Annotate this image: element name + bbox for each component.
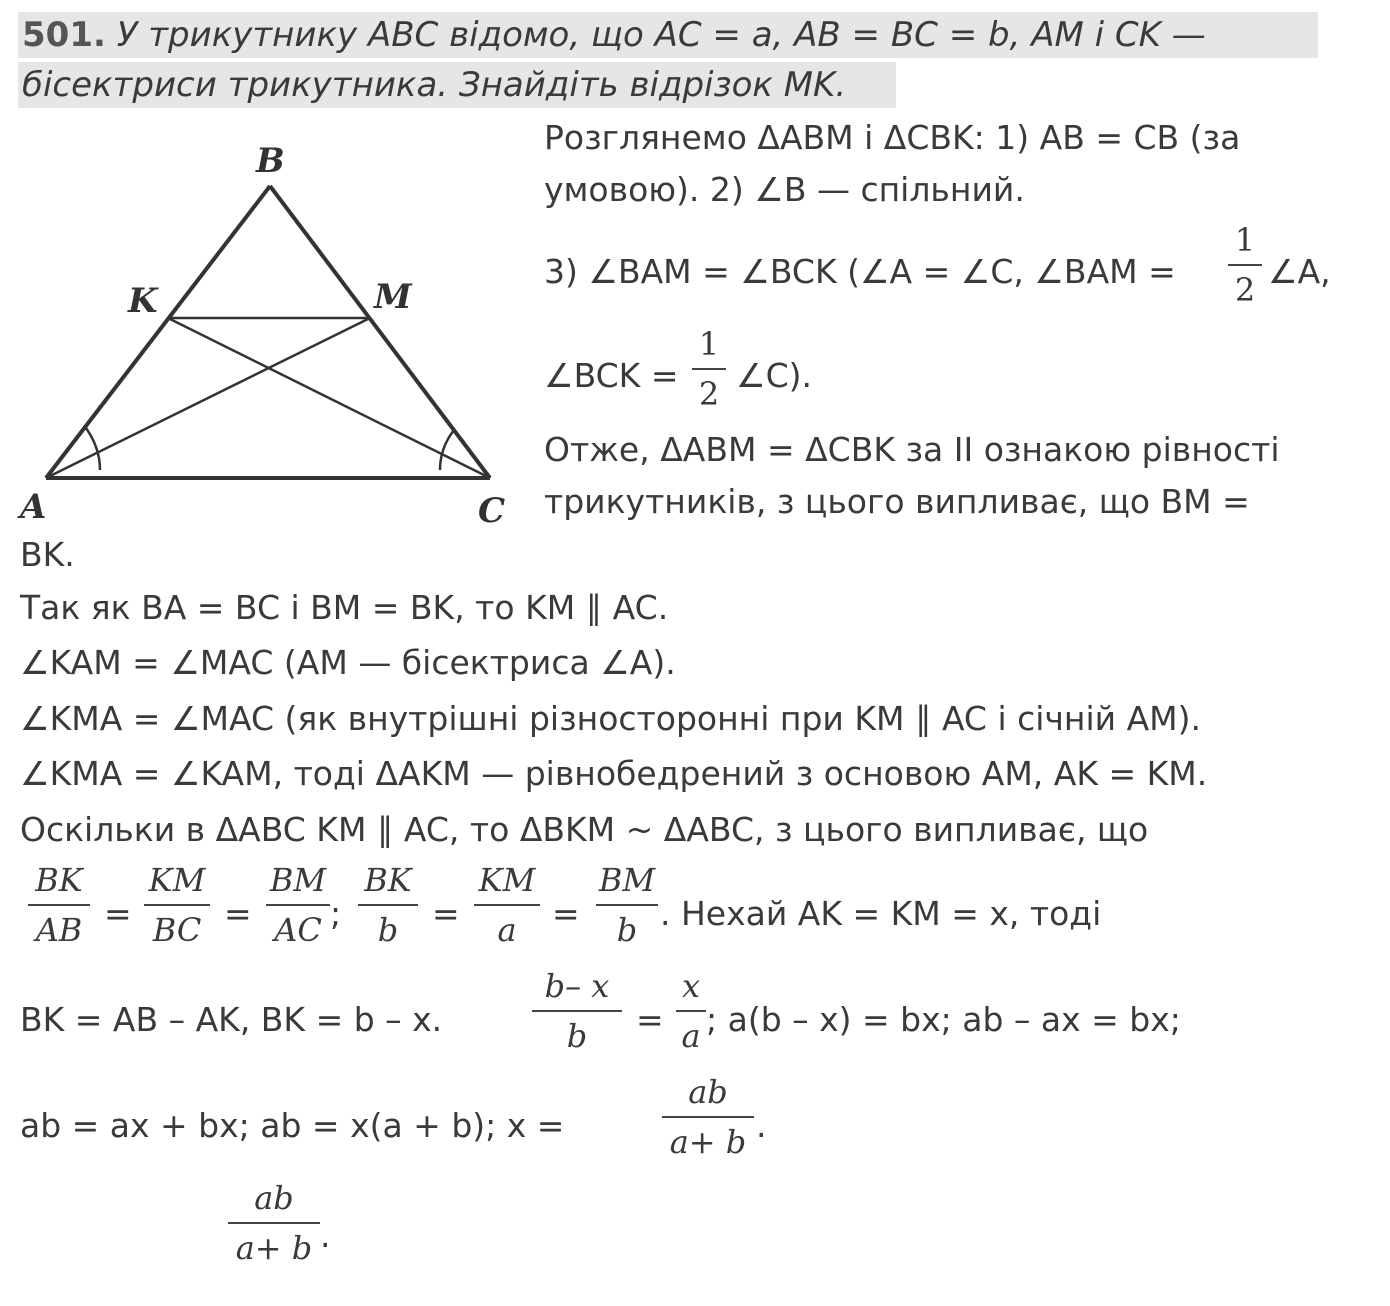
fraction-b-minus-x-over-b: b– x b <box>532 968 622 1054</box>
solution-line-10: ∠KMA = ∠MAC (як внутрішні різносторонні при KM ∥ AC і січній AM). <box>20 699 1202 738</box>
solution-line-12: Оскільки в ΔABC KM ∥ AC, то ΔBKM ~ ΔABC, з цього випливає, що <box>20 810 1149 849</box>
label-b: B <box>256 141 285 181</box>
fraction-half-2: 1 2 <box>692 326 726 412</box>
solution-line-4a: ∠BCK = <box>544 356 679 395</box>
fraction-bm-b: BM b <box>596 862 658 948</box>
problem-statement-line2: бісектриси трикутника. Знайдіть відрізок MK. <box>22 65 847 105</box>
label-a: A <box>20 487 47 527</box>
fraction-half-1: 1 2 <box>1228 222 1262 308</box>
solution-line-3a: 3) ∠BAM = ∠BCK (∠A = ∠C, ∠BAM = <box>544 252 1176 291</box>
problem-number: 501. <box>22 15 106 55</box>
label-c: C <box>478 491 506 530</box>
solution-line-8: Так як BA = BC і BM = BK, то KM ∥ AC. <box>20 588 669 627</box>
side-ab <box>46 186 270 478</box>
label-k: K <box>128 281 158 321</box>
equals-sign: = <box>104 894 132 933</box>
solution-line-3b: ∠A, <box>1268 252 1331 291</box>
bisector-am <box>46 318 370 478</box>
fraction-ab-over-a-plus-b: ab a+ b <box>662 1074 754 1160</box>
solution-line-11: ∠KMA = ∠KAM, тоді ΔAKM — рівнобедрений з основою AM, AK = KM. <box>20 754 1208 793</box>
solution-line-1: Розглянемо ΔABM і ΔCBK: 1) AB = CB (за <box>544 118 1241 157</box>
equals-sign: = <box>432 894 460 933</box>
solution-line-14b: ; a(b – x) = bx; ab – ax = bx; <box>706 1000 1181 1039</box>
period: . <box>320 1216 331 1255</box>
triangle-figure <box>0 130 520 530</box>
angle-mark-a <box>86 428 100 470</box>
equals-sign: = <box>552 894 580 933</box>
fraction-x-over-a: x a <box>676 968 706 1054</box>
fraction-km-a: KM a <box>474 862 540 948</box>
solution-line-2: умовою). 2) ∠B — спільний. <box>544 170 1025 209</box>
fraction-bm-ac: BM AC <box>266 862 330 948</box>
solution-line-14a: BK = AB – AK, BK = b – x. <box>20 1000 443 1039</box>
solution-line-6: трикутників, з цього випливає, що BM = <box>544 482 1250 521</box>
problem-statement-line1: 501. У трикутнику ABC відомо, що AC = a, AB = BC = b, AM і CK — <box>22 15 1206 55</box>
period: . <box>756 1106 767 1145</box>
label-m: M <box>374 277 412 317</box>
side-bc <box>270 186 490 478</box>
solution-line-5: Отже, ΔABM = ΔCBK за II ознакою рівності <box>544 430 1280 469</box>
answer-fraction: ab a+ b <box>228 1180 320 1266</box>
equals-sign: = <box>636 1000 664 1039</box>
solution-line-7: BK. <box>20 535 75 574</box>
equals-sign: = <box>224 894 252 933</box>
fraction-bk-b: BK b <box>358 862 418 948</box>
solution-line-15a: ab = ax + bx; ab = x(a + b); x = <box>20 1106 565 1145</box>
semicolon: ; <box>330 894 342 933</box>
fraction-bk-ab: BK AB <box>28 862 90 948</box>
solution-line-9: ∠KAM = ∠MAC (AM — бісектриса ∠A). <box>20 643 676 682</box>
fraction-km-bc: KM BC <box>144 862 210 948</box>
angle-mark-c <box>440 430 454 470</box>
solution-line-13-tail: . Нехай AK = KM = x, тоді <box>660 894 1102 933</box>
solution-line-4b: ∠C). <box>736 356 812 395</box>
